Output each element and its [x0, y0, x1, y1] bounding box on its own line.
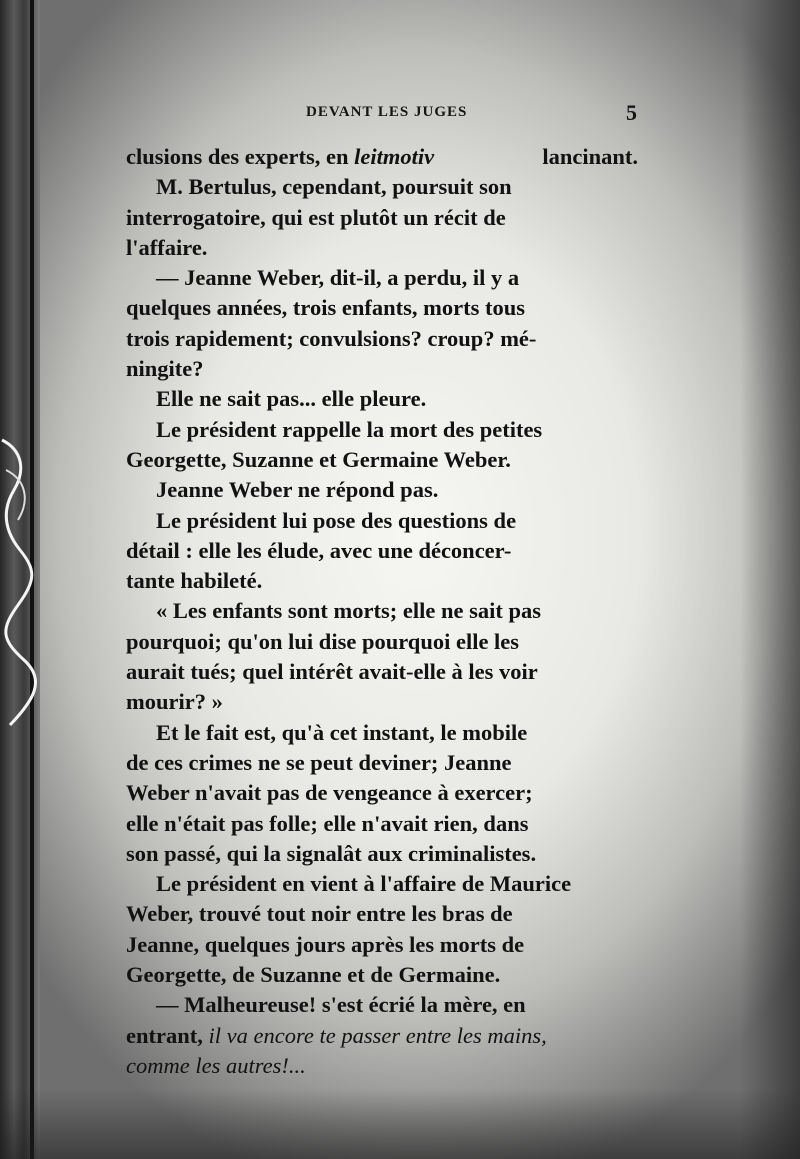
page-shadow-right [740, 0, 800, 1159]
running-head: DEVANT LES JUGES [306, 104, 468, 120]
text-line: Georgette, de Suzanne et de Germaine. [126, 962, 501, 988]
line-part-italic: comme les autres!... [126, 1052, 306, 1078]
line-part-italic: il va encore te passer entre les mains, [208, 1022, 547, 1048]
text-line: — Malheureuse! s'est écrié la mère, en [156, 992, 526, 1018]
text-line: Le président lui pose des questions de [156, 507, 517, 533]
text-line: Le président rappelle la mort des petites [156, 416, 543, 442]
line-part: entrant, [126, 1022, 209, 1048]
text-line: — Jeanne Weber, dit-il, a perdu, il y a [156, 265, 520, 291]
text-line: Georgette, Suzanne et Germaine Weber. [126, 446, 511, 472]
text-line: l'affaire. [126, 234, 208, 260]
text-line: M. Bertulus, cependant, poursuit son [156, 174, 512, 200]
text-line: quelques années, trois enfants, morts tous [126, 295, 525, 321]
text-line: Elle ne sait pas... elle pleure. [156, 386, 427, 412]
body-text [126, 142, 638, 1081]
text-line: mourir? » [126, 689, 223, 715]
text-line: interrogatoire, qui est plutôt un récit de [126, 204, 506, 230]
page-number: 5 [626, 100, 637, 125]
page-shadow-bottom [0, 1089, 800, 1159]
text-line: aurait tués; quel intérêt avait-elle à les voir [126, 659, 538, 685]
binding-thread [0, 430, 45, 730]
line-part: clusions des experts, en leitmotiv [126, 144, 435, 169]
text-line: de ces crimes ne se peut deviner; Jeanne [126, 749, 512, 775]
text-line: détail : elle les élude, avec une déconcer- [126, 537, 512, 563]
line-part: lancinant. [536, 144, 638, 169]
text-line: Weber n'avait pas de vengeance à exercer; [126, 780, 533, 806]
text-line: Et le fait est, qu'à cet instant, le mobile [156, 719, 528, 745]
text-line: son passé, qui la signalât aux criminalistes. [126, 840, 537, 866]
text-line: Le président en vient à l'affaire de Maurice [156, 871, 572, 897]
text-line [126, 142, 638, 172]
text-line [126, 1021, 638, 1051]
text-line: Jeanne, quelques jours après les morts de [126, 931, 525, 957]
text-line [126, 1051, 638, 1081]
text-line: ningite? [126, 356, 204, 382]
text-line: Weber, trouvé tout noir entre les bras de [126, 901, 513, 927]
text-line: pourquoi; qu'on lui dise pourquoi elle les [126, 628, 520, 654]
text-line: elle n'était pas folle; elle n'avait rien, dans [126, 810, 529, 836]
text-line: tante habileté. [126, 568, 263, 594]
text-line: Jeanne Weber ne répond pas. [156, 477, 439, 503]
text-line: trois rapidement; convulsions? croup? mé- [126, 325, 537, 351]
text-line: « Les enfants sont morts; elle ne sait pas [156, 598, 541, 624]
